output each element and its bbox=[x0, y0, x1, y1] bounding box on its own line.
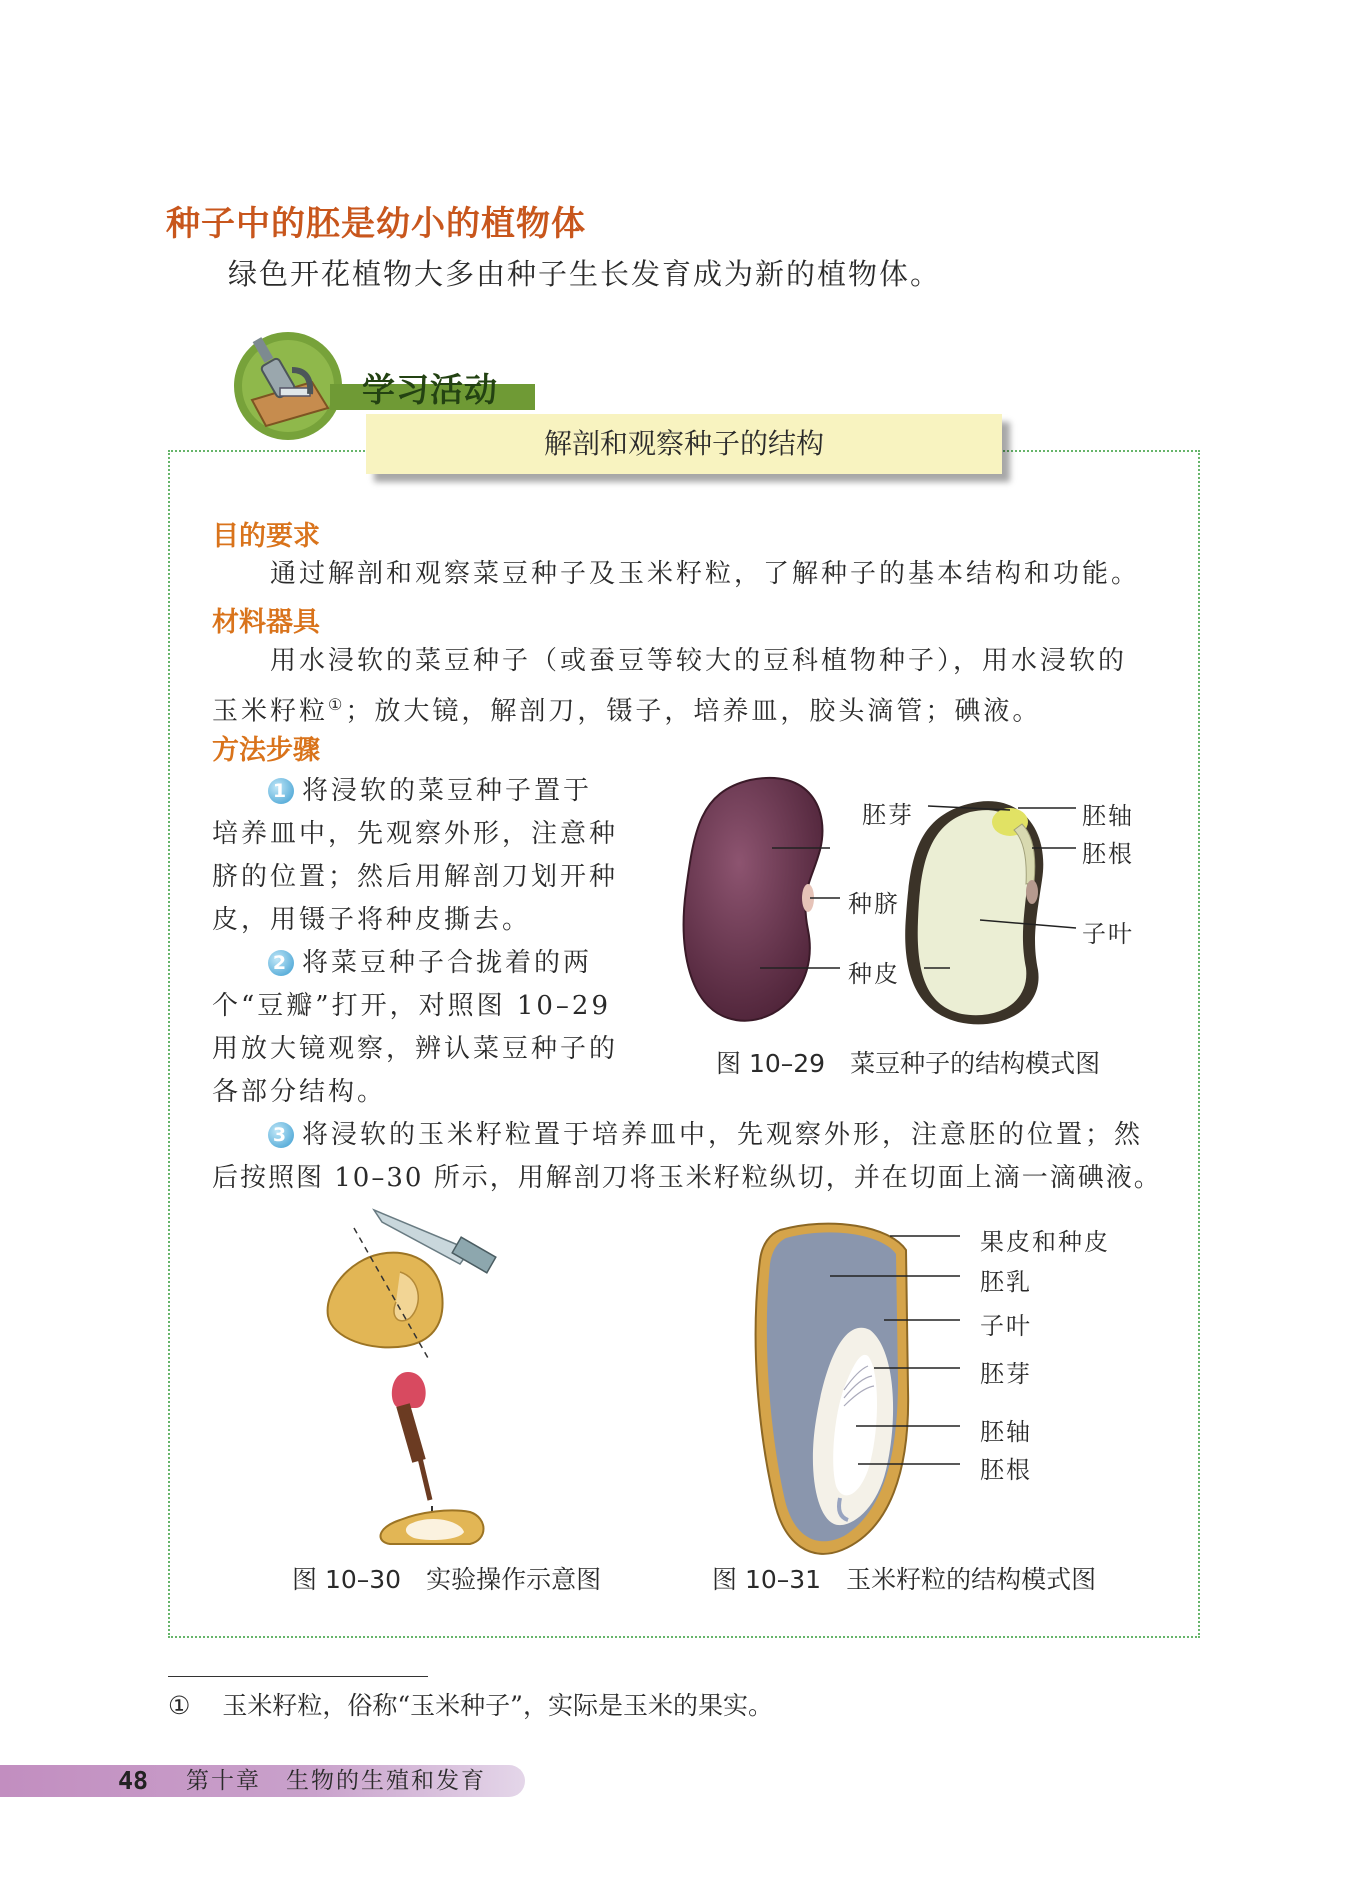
materials-line-2 bbox=[212, 683, 1041, 734]
fig29-label-plumule: 胚芽 bbox=[862, 801, 914, 829]
activity-title: 解剖和观察种子的结构 bbox=[366, 414, 1002, 474]
fig31-label-cotyledon: 子叶 bbox=[980, 1312, 1032, 1340]
footnote bbox=[168, 1686, 773, 1722]
section-title: 种子中的胚是幼小的植物体 bbox=[166, 204, 586, 244]
fig31-label-plumule: 胚芽 bbox=[980, 1360, 1032, 1388]
dropper-tube bbox=[396, 1403, 425, 1463]
purpose-heading: 目的要求 bbox=[212, 521, 320, 552]
page-number: 48 bbox=[118, 1766, 149, 1795]
step2-line-4: 各部分结构。 bbox=[212, 1077, 387, 1107]
dropper-bulb bbox=[392, 1372, 426, 1408]
corn-kernel bbox=[328, 1253, 443, 1348]
activity-label: 学习活动 bbox=[362, 370, 498, 409]
step1-line-3: 脐的位置；然后用解剖刀划开种 bbox=[212, 862, 619, 892]
fig29-caption: 图 10–29 菜豆种子的结构模式图 bbox=[716, 1049, 1101, 1078]
step1-text-1: 将浸软的菜豆种子置于 bbox=[302, 776, 593, 806]
footnote-divider bbox=[168, 1676, 428, 1677]
step3-text-1: 将浸软的玉米籽粒置于培养皿中，先观察外形，注意胚的位置；然 bbox=[302, 1120, 1144, 1150]
microscope-icon bbox=[232, 330, 344, 442]
materials-line-2b: ；放大镜，解剖刀，镊子，培养皿，胶头滴管；碘液。 bbox=[345, 696, 1042, 727]
footnote-text: 玉米籽粒，俗称“玉米种子”，实际是玉米的果实。 bbox=[222, 1691, 773, 1720]
step2-number: 2 bbox=[268, 950, 294, 976]
fig31-caption: 图 10–31 玉米籽粒的结构模式图 bbox=[712, 1565, 1097, 1594]
step2-line-3: 用放大镜观察，辨认菜豆种子的 bbox=[212, 1034, 619, 1064]
fig31-label-radicle: 胚根 bbox=[980, 1456, 1032, 1484]
step1-line-1 bbox=[268, 770, 592, 813]
figure-10-30-operation bbox=[320, 1208, 520, 1546]
bean-radicle bbox=[1026, 880, 1038, 904]
step1-line-4: 皮，用镊子将种皮撕去。 bbox=[212, 905, 532, 935]
intro-paragraph: 绿色开花植物大多由种子生长发育成为新的植物体。 bbox=[228, 257, 942, 291]
fig29-label-hilum: 种脐 bbox=[848, 890, 900, 918]
fig31-label-pericarp: 果皮和种皮 bbox=[980, 1228, 1110, 1256]
footnote-mark: ① bbox=[168, 1691, 191, 1720]
materials-line-2a: 玉米籽粒 bbox=[212, 696, 329, 727]
step3-line-1 bbox=[268, 1114, 1143, 1157]
step3-line-2: 后按照图 10–30 所示，用解剖刀将玉米籽粒纵切，并在切面上滴一滴碘液。 bbox=[212, 1163, 1162, 1193]
method-heading: 方法步骤 bbox=[212, 735, 320, 766]
bean-whole bbox=[684, 778, 823, 1021]
purpose-text: 通过解剖和观察菜豆种子及玉米籽粒，了解种子的基本结构和功能。 bbox=[270, 559, 1141, 589]
step2-line-1 bbox=[268, 942, 592, 985]
materials-heading: 材料器具 bbox=[212, 607, 320, 638]
step1-line-2: 培养皿中，先观察外形，注意种 bbox=[212, 819, 619, 849]
fig29-label-seed-coat: 种皮 bbox=[848, 960, 900, 988]
materials-line-1: 用水浸软的菜豆种子（或蚕豆等较大的豆科植物种子），用水浸软的 bbox=[270, 646, 1128, 676]
step1-number: 1 bbox=[268, 778, 294, 804]
fig30-caption: 图 10–30 实验操作示意图 bbox=[292, 1565, 602, 1594]
step2-line-2: 个“豆瓣”打开，对照图 10–29 bbox=[212, 991, 612, 1021]
chapter-title: 第十章 生物的生殖和发育 bbox=[186, 1768, 486, 1794]
figure-10-31-corn-kernel bbox=[740, 1220, 980, 1560]
step2-text-1: 将菜豆种子合拢着的两 bbox=[302, 948, 593, 978]
fig31-label-hypocotyl: 胚轴 bbox=[980, 1418, 1032, 1446]
footnote-ref: ① bbox=[328, 695, 346, 714]
fig31-label-endosperm: 胚乳 bbox=[980, 1268, 1032, 1296]
step3-number: 3 bbox=[268, 1122, 294, 1148]
fig29-label-cotyledon: 子叶 bbox=[1082, 920, 1134, 948]
fig29-label-radicle: 胚根 bbox=[1082, 840, 1134, 868]
bean-half-inner bbox=[918, 810, 1029, 1015]
fig29-label-hypocotyl: 胚轴 bbox=[1082, 802, 1134, 830]
